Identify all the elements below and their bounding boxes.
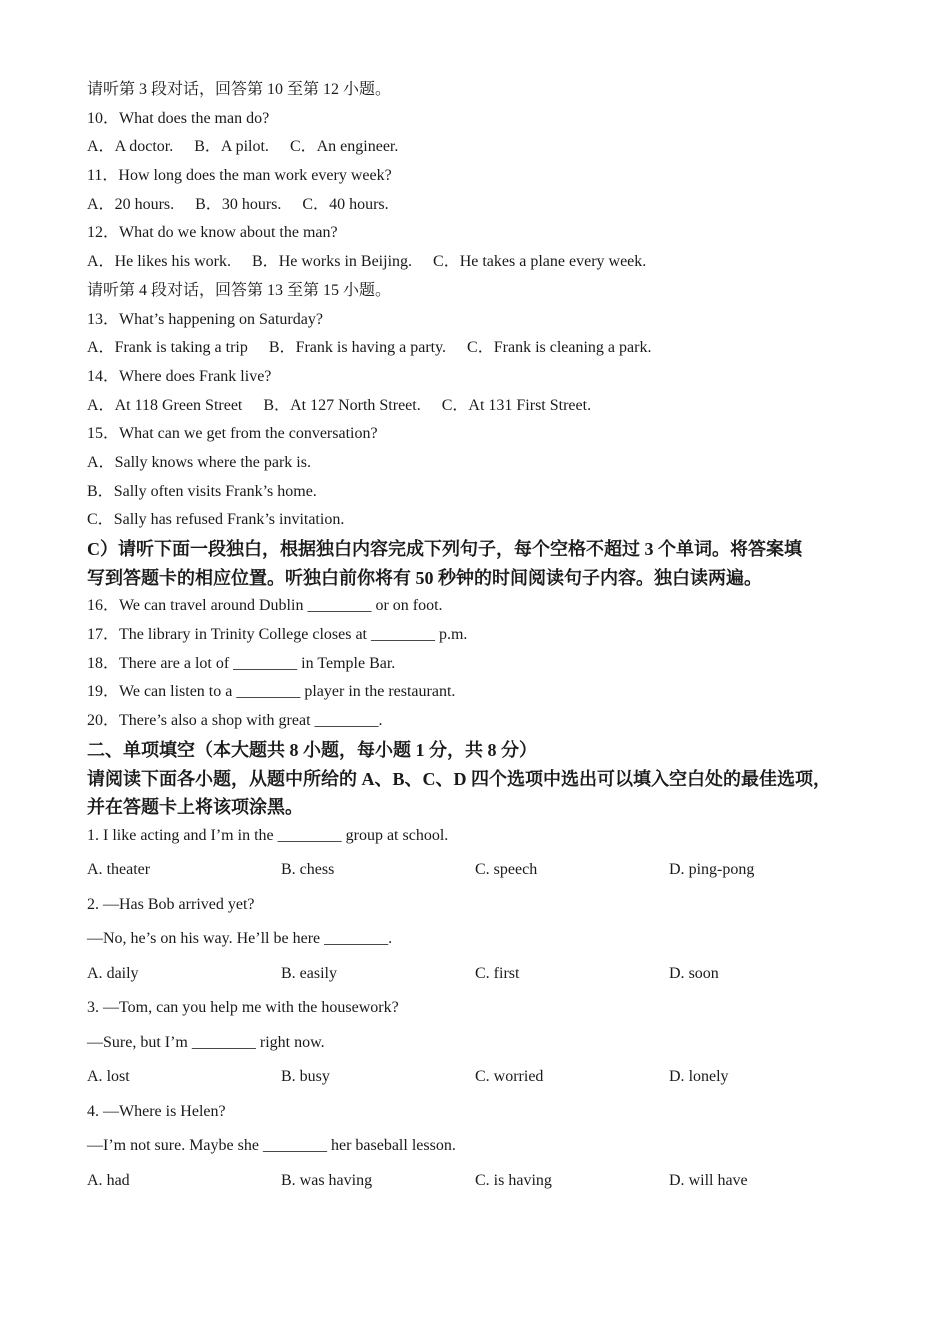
question-text: How long does the man work every week?	[118, 167, 392, 185]
option-b: B. chess	[281, 861, 335, 879]
question-number: 13．	[87, 310, 120, 328]
question-1	[87, 819, 917, 854]
question-text: —Tom, can you help me with the housework?	[103, 999, 399, 1017]
question-number: 1.	[87, 826, 99, 844]
option-b: B. busy	[281, 1068, 330, 1086]
question-text: —Where is Helen?	[103, 1102, 226, 1120]
sentence-text: We can listen to a ________ player in the restaurant.	[119, 683, 456, 701]
question-14-options	[87, 392, 917, 421]
option-b: B．At 127 North Street.	[263, 396, 421, 414]
option-b: B．Frank is having a party.	[268, 339, 447, 357]
option-c: C. speech	[475, 861, 538, 879]
section-c-instruction: 写到答题卡的相应位置。听独白前你将有 50 秒钟的时间阅读句子内容。独白读两遍。	[87, 567, 762, 588]
single-choice-heading: 二、单项填空（本大题共 8 小题，每小题 1 分，共 8 分）	[87, 739, 537, 760]
option-b: B. was having	[281, 1171, 373, 1189]
option-a: A. lost	[87, 1068, 130, 1086]
question-4-options	[87, 1164, 917, 1199]
question-number: 12．	[87, 224, 120, 242]
sentence-text: There’s also a shop with great ________.	[119, 712, 383, 730]
question-text: —Has Bob arrived yet?	[103, 895, 255, 913]
option-b: B．A pilot.	[194, 138, 269, 156]
question-12-options	[87, 248, 917, 277]
question-14	[87, 363, 917, 392]
option-c: C．40 hours.	[302, 195, 389, 213]
question-3	[87, 991, 917, 1026]
single-choice-instruction: 请阅读下面各小题，从题中所给的 A、B、C、D 四个选项中选出可以填入空白处的最佳选项，	[87, 768, 831, 789]
question-text: What can we get from the conversation?	[119, 425, 378, 443]
option-c: C．An engineer.	[289, 138, 399, 156]
question-10	[87, 105, 917, 134]
option-c: C．At 131 First Street.	[441, 396, 592, 414]
sentence-17	[87, 621, 917, 650]
question-11	[87, 162, 917, 191]
option-a: A．At 118 Green Street	[87, 396, 243, 414]
question-2-reply: —No, he’s on his way. He’ll be here ________.	[87, 930, 393, 948]
question-2-options	[87, 957, 917, 992]
option-d: D. soon	[669, 964, 719, 982]
exam-page	[87, 76, 917, 1198]
option-b: B. easily	[281, 964, 337, 982]
sentence-number: 20．	[87, 712, 120, 730]
sentence-number: 16．	[87, 597, 120, 615]
question-number: 10．	[87, 109, 120, 127]
option-a: A. theater	[87, 861, 151, 879]
sentence-18	[87, 650, 917, 679]
sentence-number: 17．	[87, 626, 120, 644]
option-a: A．A doctor.	[87, 138, 174, 156]
sentence-text: There are a lot of ________ in Temple Bar.	[119, 654, 396, 672]
sentence-16	[87, 592, 917, 621]
question-3-reply: —Sure, but I’m ________ right now.	[87, 1033, 325, 1051]
option-c: C. first	[475, 964, 520, 982]
question-text: What does the man do?	[119, 109, 270, 127]
question-4	[87, 1095, 917, 1130]
question-2	[87, 888, 917, 923]
option-c: C．Sally has refused Frank’s invitation.	[87, 511, 345, 529]
question-13	[87, 306, 917, 335]
question-text: What’s happening on Saturday?	[119, 310, 323, 328]
question-1-options	[87, 853, 917, 888]
single-choice-instruction: 并在答题卡上将该项涂黑。	[87, 797, 303, 818]
option-d: D. ping-pong	[669, 861, 755, 879]
question-12	[87, 219, 917, 248]
sentence-text: The library in Trinity College closes at ________ p.m.	[119, 626, 468, 644]
option-c: C. worried	[475, 1068, 544, 1086]
question-number: 2.	[87, 895, 99, 913]
part3-instruction: 请听第 3 段对话，回答第 10 至第 12 小题。	[87, 81, 392, 98]
option-a: A．Frank is taking a trip	[87, 339, 248, 357]
question-number: 15．	[87, 425, 120, 443]
section-c-instruction: C）请听下面一段独白，根据独白内容完成下列句子，每个空格不超过 3 个单词。将答案填	[87, 539, 802, 559]
option-a: A. daily	[87, 964, 139, 982]
question-text: What do we know about the man?	[119, 224, 338, 242]
option-c: C. is having	[475, 1171, 552, 1189]
sentence-number: 18．	[87, 654, 120, 672]
option-b: B．30 hours.	[195, 195, 282, 213]
sentence-number: 19．	[87, 683, 120, 701]
option-d: D. lonely	[669, 1068, 729, 1086]
option-b: B．He works in Beijing.	[252, 253, 413, 271]
question-4-reply: —I’m not sure. Maybe she ________ her baseball lesson.	[87, 1137, 456, 1155]
part4-instruction: 请听第 4 段对话，回答第 13 至第 15 小题。	[87, 281, 392, 299]
question-text: Where does Frank live?	[119, 367, 272, 385]
option-a: A. had	[87, 1171, 130, 1189]
question-text: I like acting and I’m in the ________ group at school.	[103, 826, 449, 844]
question-number: 14．	[87, 367, 120, 385]
option-a: A．He likes his work.	[87, 253, 231, 271]
single-choice-questions	[87, 819, 917, 1199]
question-10-options	[87, 133, 917, 162]
question-3-options	[87, 1060, 917, 1095]
question-15	[87, 420, 917, 449]
question-number: 3.	[87, 999, 99, 1017]
option-c: C．He takes a plane every week.	[433, 253, 647, 271]
sentence-19	[87, 678, 917, 707]
question-13-options	[87, 334, 917, 363]
question-number: 11．	[87, 167, 119, 185]
question-number: 4.	[87, 1102, 99, 1120]
option-c: C．Frank is cleaning a park.	[467, 339, 652, 357]
question-11-options	[87, 191, 917, 220]
option-a: A．Sally knows where the park is.	[87, 453, 311, 471]
option-d: D. will have	[669, 1171, 748, 1189]
option-a: A．20 hours.	[87, 195, 175, 213]
sentence-text: We can travel around Dublin ________ or on foot.	[119, 597, 443, 615]
option-b: B．Sally often visits Frank’s home.	[87, 482, 317, 500]
sentence-20	[87, 707, 917, 736]
